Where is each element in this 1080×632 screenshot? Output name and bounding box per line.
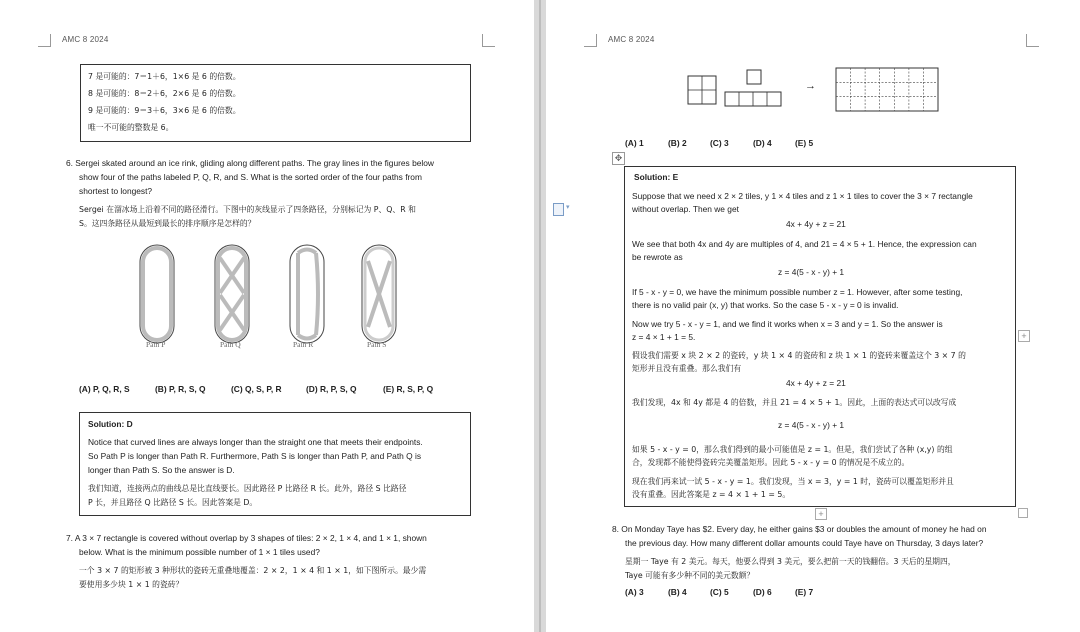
solution-7-zh: 没有重叠。因此答案是 z = 4 × 1 + 1 = 5。 [632,490,791,499]
equation-3: 4x + 4y + z = 21 [786,378,846,388]
crop-mark-top-right [482,34,495,47]
solution-7-zh: 现在我们再来试一试 5 - x - y = 1。我们发现，当 x = 3，y = 1 时，瓷砖可以覆盖矩形并且 [632,477,954,486]
equation-4: z = 4(5 - x - y) + 1 [778,420,845,430]
q8-choice-c: (C) 5 [710,587,729,597]
equation-2: z = 4(5 - x - y) + 1 [778,267,845,277]
path-label-q: Path Q [220,340,241,349]
q6-text: show four of the paths labeled P, Q, R, and S. What is the sorted order of the four paths from [79,172,422,182]
solution-7-zh: 假设我们需要 x 块 2 × 2 的瓷砖，y 块 1 × 4 的瓷砖和 z 块 1 × 1 的瓷砖来覆盖这个 3 × 7 的 [632,351,966,360]
move-handle-icon[interactable]: ✥ [612,152,625,165]
tile-1x1 [747,70,761,84]
tiles-figure [686,68,946,114]
solution-7-zh: 我们发现，4x 和 4y 都是 4 的倍数，并且 21 = 4 × 5 + 1。因此，上面的表达式可以改写成 [632,398,957,407]
text-line: 9 是可能的：9＝3＋6，3×6 是 6 的倍数。 [88,106,241,115]
solution-7-zh: 如果 5 - x - y = 0，那么我们得到的最小可能值是 z = 1。但是，我们尝试了各种 (x,y) 的组 [632,445,953,454]
solution-7-title: Solution: E [634,172,679,182]
arrow-icon: → [805,80,816,92]
q7-choice-b: (B) 2 [668,138,687,148]
q7-choice-c: (C) 3 [710,138,729,148]
q8-zh: 星期一 Taye 有 2 美元。每天，他要么得到 3 美元，要么把前一天的钱翻倍。3 天后的星期四， [625,557,956,566]
q6-choice-a: (A) P, Q, R, S [79,384,130,394]
crop-mark-top-left [584,34,597,47]
add-column-button[interactable]: + [1018,330,1030,342]
solution-6-zh: 我们知道，连接两点的曲线总是比直线要长。因此路径 P 比路径 R 长。此外，路径 S 比路径 [88,484,407,493]
path-label-p: Path P [146,340,166,349]
q7-choice-a: (A) 1 [625,138,644,148]
right-page [546,0,1080,632]
q7-choice-d: (D) 4 [753,138,772,148]
q8-text: the previous day. How many different dollar amounts could Taye have on Thursday, 3 days later? [625,538,984,548]
q8-choice-b: (B) 4 [668,587,687,597]
page-header: AMC 8 2024 [608,35,655,44]
text-line: 唯一不可能的整数是 6。 [88,123,174,132]
solution-7-text: We see that both 4x and 4y are multiples of 4, and 21 = 4 × 5 + 1. Hence, the expression can [632,239,977,249]
q6-zh: S。这四条路径从最短到最长的排序顺序是怎样的？ [79,219,256,228]
solution-6-title: Solution: D [88,419,133,429]
q7-choice-e: (E) 5 [795,138,814,148]
solution-6-text: longer than Path S. So the answer is D. [88,465,235,475]
document-icon[interactable] [553,203,564,216]
solution-7-text: z = 4 × 1 + 1 = 5. [632,332,696,342]
solution-7-zh: 矩形并且没有重叠。那么我们有 [632,364,742,373]
solution-7-zh: 合，发现都不能使得瓷砖完美覆盖矩形。因此 5 - x - y = 0 的情况是不成立的。 [632,458,910,467]
solution-7-text: Now we try 5 - x - y = 1, and we find it works when x = 3 and y = 1. So the answer is [632,319,943,329]
q7-text: below. What is the minimum possible number of 1 × 1 tiles used? [79,547,320,557]
solution-7-text: there is no valid pair (x, y) that works. So the case 5 - x - y = 0 is invalid. [632,300,899,310]
q8-text: 8. On Monday Taye has $2. Every day, he either gains $3 or doubles the amount of money he had on [612,524,987,534]
paths-figure [130,243,410,353]
q8-zh: Taye 可能有多少种不同的美元数额？ [625,571,755,580]
q8-choice-e: (E) 7 [795,587,814,597]
page-header: AMC 8 2024 [62,35,109,44]
solution-6-text: Notice that curved lines are always longer than the straight one that meets their endpoints. [88,437,423,447]
rectangle-3x7 [836,68,938,111]
q6-choice-e: (E) R, S, P, Q [383,384,434,394]
path-label-r: Path R [293,340,314,349]
solution-6-zh: P 长，并且路径 Q 比路径 S 长。因此答案是 D。 [88,498,258,507]
q6-text: 6. Sergei skated around an ice rink, gliding along different paths. The gray lines in the figures below [66,158,434,168]
resize-handle-icon[interactable] [1018,508,1028,518]
crop-mark-top-left [38,34,51,47]
q6-choice-d: (D) R, P, S, Q [306,384,357,394]
q8-choice-d: (D) 6 [753,587,772,597]
solution-7-text: Suppose that we need x 2 × 2 tiles, y 1 × 4 tiles and z 1 × 1 tiles to cover the 3 × 7 rectangle [632,191,973,201]
left-page [0,0,534,632]
q6-choice-c: (C) Q, S, P, R [231,384,282,394]
q7-text: 7. A 3 × 7 rectangle is covered without overlap by 3 shapes of tiles: 2 × 2, 1 × 4, and 1 × 1, shown [66,533,427,543]
crop-mark-top-right [1026,34,1039,47]
add-row-button[interactable]: + [815,508,827,520]
text-line: 7 是可能的：7＝1＋6，1×6 是 6 的倍数。 [88,72,241,81]
solution-7-text: be rewrote as [632,252,683,262]
q6-text: shortest to longest? [79,186,153,196]
path-label-s: Path S [367,340,387,349]
q6-choice-b: (B) P, R, S, Q [155,384,206,394]
chevron-down-icon[interactable]: ▾ [566,204,570,211]
solution-7-text: without overlap. Then we get [632,204,739,214]
solution-6-text: So Path P is longer than Path R. Furthermore, Path S is longer than Path P, and Path Q is [88,451,422,461]
equation-1: 4x + 4y + z = 21 [786,219,846,229]
q7-zh: 一个 3 × 7 的矩形被 3 种形状的瓷砖无重叠地覆盖：2 × 2，1 × 4 和 1 × 1，如下图所示。最少需 [79,566,427,575]
text-line: 8 是可能的：8＝2＋6，2×6 是 6 的倍数。 [88,89,241,98]
page-divider [539,0,541,632]
q8-choice-a: (A) 3 [625,587,644,597]
q6-zh: Sergei 在溜冰场上沿着不同的路径滑行。下图中的灰线显示了四条路径，分别标记为 P、Q、R 和 [79,205,416,214]
q7-zh: 要使用多少块 1 × 1 的瓷砖？ [79,580,184,589]
solution-7-text: If 5 - x - y = 0, we have the minimum possible number z = 1. However, after some testing, [632,287,963,297]
